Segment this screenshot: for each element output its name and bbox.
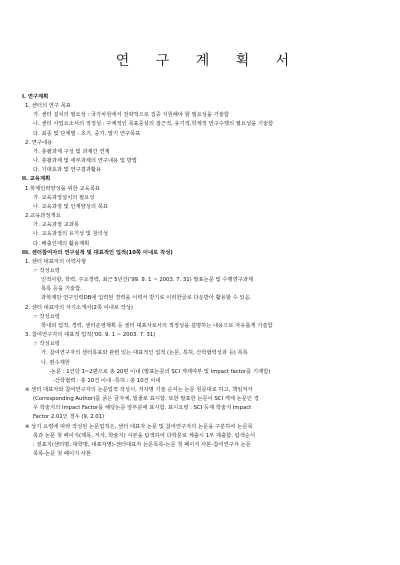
document-line: 나. 총괄과제 및 세부과제의 연구내용 및 방법: [33, 158, 137, 165]
document-line: 가. 참여연구자의 센터목표와 관련 있는 대표적인 업적 (논문, 특허, 산학협력성과 등) 목록: [41, 350, 248, 357]
section-heading: II. 교육계획: [22, 176, 51, 183]
document-line: 가. 교육과정설치의 필요성: [33, 194, 95, 201]
document-line: 목록-논문 첫 페이지 사본: [33, 451, 92, 458]
page-title: 연 구 계 획 서: [115, 53, 301, 69]
document-line: -산학협력 : 총 10건 이내 -특허 : 총 10건 이내: [53, 377, 161, 384]
document-line: 2. 연구내용: [25, 139, 53, 146]
document-line: 2. 센터 대표자의 자기소개서(2쪽 이내로 작성): [25, 304, 133, 311]
document-line: 1. 센터의 연구 목표: [25, 103, 71, 110]
document-line: : 겉표지(센터명, 대학명, 대표자명)-센터대표자 논문목록-논문 첫 페이지 사본-참여연구자 논문: [33, 441, 251, 448]
document-line: 2.교육과정개요: [25, 213, 61, 220]
document-line: Factor 2.01인 경우 (9, 2.01): [33, 414, 105, 421]
document-line: 학내외 업적, 경력, 센터운영계획 등 센터 대표자로서의 적정성을 설명하는 내용으로 자유롭게 기술함: [41, 322, 273, 329]
document-line: 록과 논문 첫 페이지(제목, 저자, 학술지) 사본을 탐색하여 다학문로 제출시 1부 제출함. 탐색순서: [33, 432, 256, 439]
document-line: ※ 센터 대표자와 참여연구자의 논문업적 작성시, 저자명 기술 순서는 논문 원문대로 하고, 책임저자: [25, 387, 253, 393]
document-line: 가. 교육과정 교과목: [33, 222, 79, 229]
document-line: 우 학술지의 Impact Factor를 해당논문 앞부분에 표시함. 표시요령 : SCI 등재 학술지 Impact: [33, 405, 252, 412]
document-line: (Corresponding Author)를 굵은 글자체, 밑줄로 표시함. 또한 발표한 논문이 SCI 게재 논문인 경: [33, 396, 259, 403]
document-body: [22, 93, 386, 459]
document-line: -논문 : 1인당 1~2편으로 총 20편 이내 (발표논문의 SCI 게재여부 및 Impact factor를 기재함): [49, 368, 271, 375]
document-line: 1. 센터 대표자의 이력사항: [25, 258, 87, 265]
document-line: 가. 센터 설치의 필요성 : 국가차원에서 전략적으로 집중 지원해야 할 필요성을 기술함: [33, 112, 229, 119]
document-line: 다. 최종 및 단계별 : 초기, 중기, 말기 연구목표: [33, 130, 141, 137]
document-line: 목록 등을 기술함.: [41, 286, 82, 293]
document-line: ※ 상기 요령에 따라 작성된 논문업적은, 센터 대표자 논문 및 참여연구자의 논문을 구분하여 논문목: [25, 423, 253, 430]
document-line: 3. 참여연구자의 대표적 업적('00. 9. 1 ~ 2003. 7. 31): [25, 332, 156, 339]
document-line: ☞ 작성요령: [33, 313, 60, 320]
document-line: 다. 배출인재의 활용계획: [33, 240, 90, 247]
document-line: 과학재단 연구인력DB에 입력된 경력을 이력서 받기로 이러한글로 다운받아 활용할 수 있음.: [41, 295, 252, 302]
document-line: 나. 교육과정의 유기성 및 창의성: [33, 231, 108, 238]
document-line: 1.학제인력양성을 위한 교육목표: [25, 185, 100, 192]
section-heading: III. 센터참여자의 연구실적 및 대표적인 업적(10쪽 이내로 작성): [22, 249, 173, 256]
document-line: 다. 기대효과 및 연구결과활용: [33, 167, 102, 174]
section-heading: I. 연구계획: [22, 94, 49, 100]
document-line: 인적사항, 학력, 주요경력, 최근 5년간('99. 9. 1 ~ 2003. 7. 31) 발표논문 및 수행연구과제: [41, 277, 254, 284]
document-line: 나. 센터 사업요소서의 적정성 : 구체적인 목표중심의 접근적, 유기적,학제적 연구수행의 필요성을 기술함: [33, 121, 274, 128]
document-line: 나. 교육과정 및 인재양성의 목표: [33, 203, 108, 210]
document-line: ☞ 작성요령: [33, 267, 60, 274]
document-line: 나. 편수제한: [41, 359, 70, 366]
document-line: ☞ 작성요령: [33, 341, 60, 348]
document-line: 가. 총괄과제 구성 및 과제간 연계: [33, 148, 110, 155]
